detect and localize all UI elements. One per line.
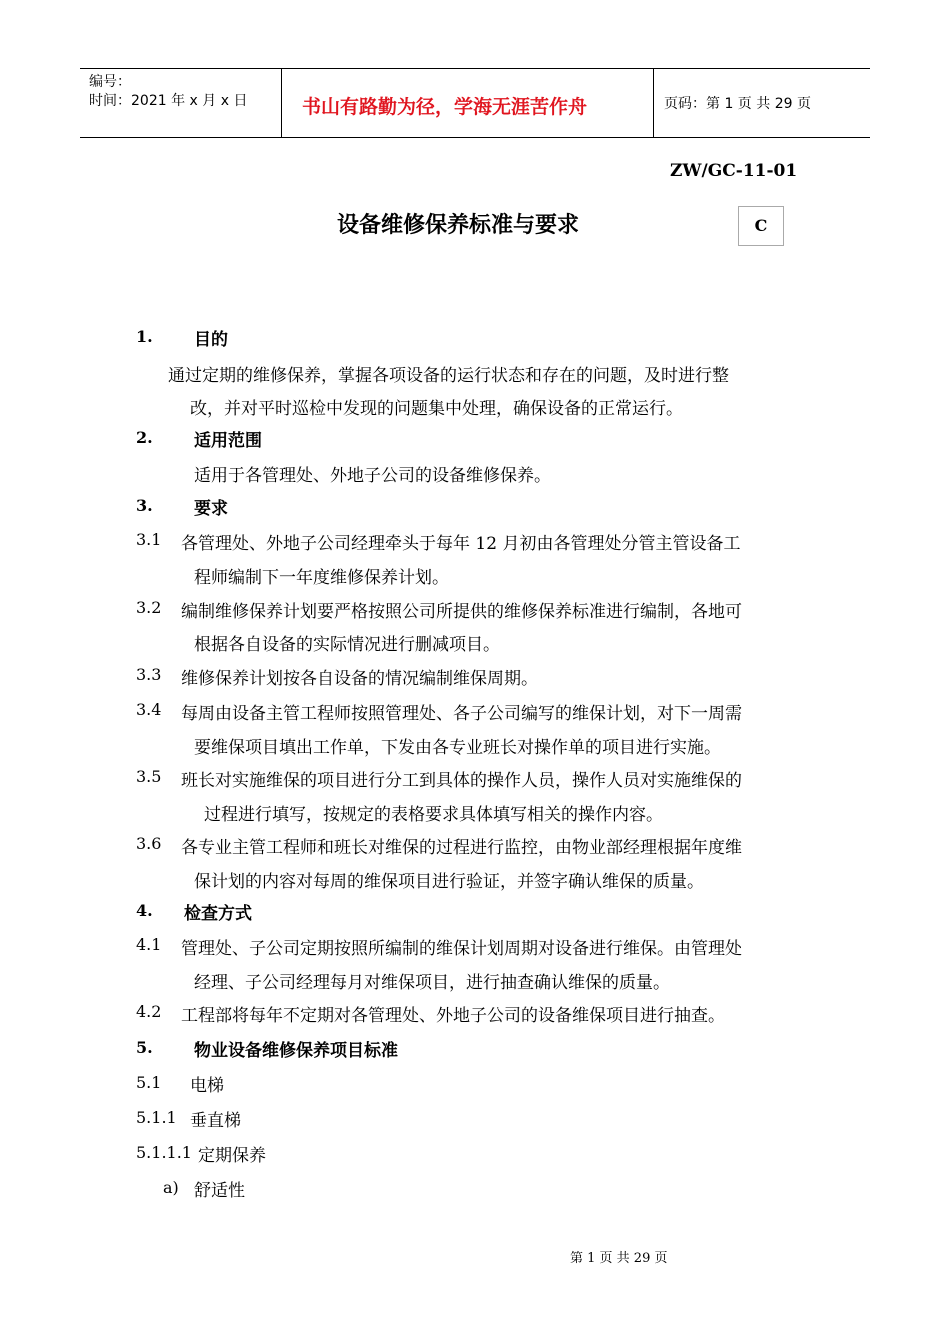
paragraph-line: 工程部将每年不定期对各管理处、外地子公司的设备维保项目进行抽查。 xyxy=(181,1006,725,1026)
section-heading: 适用范围 xyxy=(194,431,262,451)
paragraph-line: 编制维修保养计划要严格按照公司所提供的维修保养标准进行编制，各地可 xyxy=(181,602,742,622)
section-number: 5. xyxy=(136,1038,153,1057)
paragraph-line: 通过定期的维修保养，掌握各项设备的运行状态和存在的问题，及时进行整 xyxy=(168,366,729,386)
item-number: 3.1 xyxy=(136,530,162,549)
paragraph-line: 根据各自设备的实际情况进行删减项目。 xyxy=(194,635,500,655)
document-title: 设备维修保养标准与要求 xyxy=(337,213,580,238)
item-number: 4.2 xyxy=(136,1002,162,1021)
item-number: 5.1 xyxy=(136,1073,162,1092)
header-page-info: 页码：第 1 页 共 29 页 xyxy=(664,96,811,112)
item-number: 3.3 xyxy=(136,665,162,684)
subsection-heading: 垂直梯 xyxy=(190,1111,241,1131)
section-heading: 目的 xyxy=(194,330,228,350)
subsection-heading: 电梯 xyxy=(190,1076,224,1096)
paragraph-line: 每周由设备主管工程师按照管理处、各子公司编写的维保计划，对下一周需 xyxy=(181,704,742,724)
paragraph-line: 管理处、子公司定期按照所编制的维保计划周期对设备进行维保。由管理处 xyxy=(181,939,742,959)
subsection-heading: 定期保养 xyxy=(198,1146,266,1166)
paragraph-line: 各管理处、外地子公司经理牵头于每年 12 月初由各管理处分管主管设备工 xyxy=(181,534,741,554)
header-divider xyxy=(653,69,654,137)
item-number: 3.5 xyxy=(136,767,162,786)
paragraph-line: 过程进行填写，按规定的表格要求具体填写相关的操作内容。 xyxy=(204,805,663,825)
paragraph-line: 班长对实施维保的项目进行分工到具体的操作人员，操作人员对实施维保的 xyxy=(181,771,742,791)
page-footer: 第 1 页 共 29 页 xyxy=(570,1251,668,1266)
section-number: 1. xyxy=(136,327,153,346)
section-number: 2. xyxy=(136,428,153,447)
item-number: 3.4 xyxy=(136,700,162,719)
header-number-label: 编号： xyxy=(89,74,131,90)
paragraph-line: 经理、子公司经理每月对维保项目，进行抽查确认维保的质量。 xyxy=(194,973,670,993)
paragraph-line: 保计划的内容对每周的维保项目进行验证，并签字确认维保的质量。 xyxy=(194,872,704,892)
paragraph-line: 改，并对平时巡检中发现的问题集中处理，确保设备的正常运行。 xyxy=(190,399,683,419)
header-divider xyxy=(281,69,282,137)
revision-box: C xyxy=(738,206,784,246)
section-heading: 检查方式 xyxy=(184,904,252,924)
item-number: 3.2 xyxy=(136,598,162,617)
paragraph-line: 要维保项目填出工作单，下发由各专业班长对操作单的项目进行实施。 xyxy=(194,738,721,758)
section-heading: 要求 xyxy=(194,499,228,519)
item-number: 5.1.1.1 xyxy=(136,1143,192,1162)
section-number: 3. xyxy=(136,496,153,515)
header-motto: 书山有路勤为径，学海无涯苦作舟 xyxy=(302,96,588,118)
item-number: a) xyxy=(163,1178,179,1197)
list-item: 舒适性 xyxy=(194,1181,245,1201)
paragraph-line: 程师编制下一年度维修保养计划。 xyxy=(194,568,449,588)
section-heading: 物业设备维修保养项目标准 xyxy=(194,1041,398,1061)
document-code: ZW/GC-11-01 xyxy=(670,161,798,181)
header-time-label: 时间：2021 年 x 月 x 日 xyxy=(89,93,248,109)
item-number: 5.1.1 xyxy=(136,1108,177,1127)
item-number: 4.1 xyxy=(136,935,162,954)
paragraph-line: 适用于各管理处、外地子公司的设备维修保养。 xyxy=(194,466,551,486)
section-number: 4. xyxy=(136,901,153,920)
paragraph-line: 维修保养计划按各自设备的情况编制维保周期。 xyxy=(181,669,538,689)
paragraph-line: 各专业主管工程师和班长对维保的过程进行监控，由物业部经理根据年度维 xyxy=(181,838,742,858)
item-number: 3.6 xyxy=(136,834,162,853)
